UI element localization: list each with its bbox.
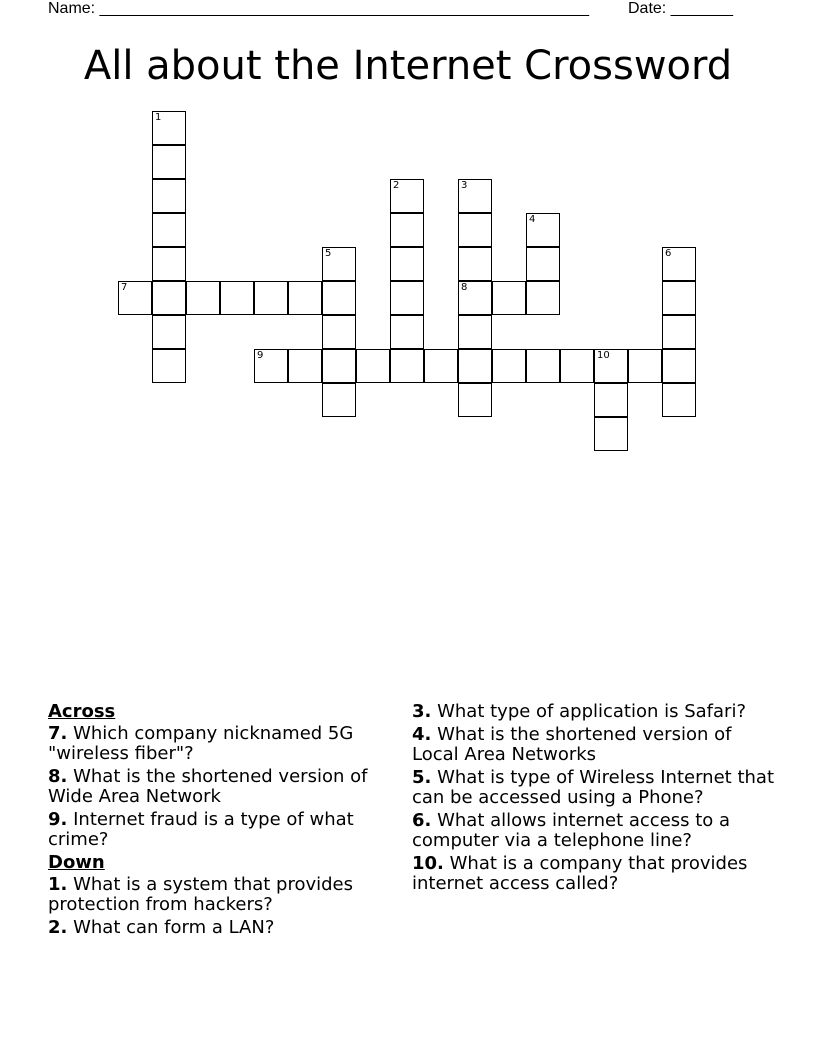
crossword-cell[interactable] [390,281,424,315]
crossword-cell[interactable] [492,349,526,383]
cell-number: 9 [257,350,264,361]
crossword-cell[interactable] [152,349,186,383]
crossword-cell[interactable] [526,349,560,383]
cell-number: 6 [665,248,672,259]
clues-right-column [412,702,782,897]
clue-text: What is the shortened version of Local Area Networks [412,724,732,765]
clue-number: 9. [48,809,68,830]
crossword-cell[interactable] [662,349,696,383]
clue-item [48,918,398,938]
clue-item [48,767,398,807]
crossword-cell[interactable] [594,349,628,383]
crossword-cell[interactable] [288,349,322,383]
crossword-cell[interactable] [662,383,696,417]
clue-text: What type of application is Safari? [431,701,747,722]
cell-number: 10 [597,350,610,361]
clue-text: What is a system that provides protection from hackers? [48,874,354,915]
clue-item [48,810,398,850]
clues-left-column [48,702,398,941]
clue-number: 4. [412,724,432,745]
crossword-cell[interactable] [322,315,356,349]
clue-text: What is a company that provides internet access called? [412,853,748,894]
crossword-cell[interactable] [254,349,288,383]
crossword-cell[interactable] [356,349,390,383]
crossword-cell[interactable] [390,179,424,213]
clue-text: Which company nicknamed 5G "wireless fiber"? [48,723,354,764]
page-title: All about the Internet Crossword [83,43,733,89]
crossword-cell[interactable] [254,281,288,315]
crossword-cell[interactable] [390,315,424,349]
crossword-cell[interactable] [152,247,186,281]
clue-item [48,724,398,764]
cell-number: 2 [393,180,400,191]
crossword-cell[interactable] [492,281,526,315]
crossword-cell[interactable] [560,349,594,383]
clue-item [412,725,782,765]
crossword-cell[interactable] [322,349,356,383]
clue-text: Internet fraud is a type of what crime? [48,809,354,850]
cell-number: 3 [461,180,468,191]
cell-number: 5 [325,248,332,259]
cell-number: 4 [529,214,536,225]
clue-item [48,875,398,915]
clue-number: 8. [48,766,68,787]
down-clue-list [48,875,398,938]
clue-item [412,768,782,808]
clue-number: 5. [412,767,432,788]
crossword-cell[interactable] [390,247,424,281]
down-heading: Down [48,852,105,873]
crossword-cell[interactable] [152,179,186,213]
crossword-cell[interactable] [526,213,560,247]
cell-number: 1 [155,112,162,123]
crossword-cell[interactable] [152,145,186,179]
clue-number: 7. [48,723,68,744]
crossword-cell[interactable] [458,349,492,383]
crossword-cell[interactable] [322,383,356,417]
crossword-cell[interactable] [424,349,458,383]
clue-number: 2. [48,917,68,938]
crossword-cell[interactable] [152,315,186,349]
cell-number: 7 [121,282,128,293]
across-clue-list [48,724,398,850]
crossword-cell[interactable] [186,281,220,315]
crossword-cell[interactable] [152,281,186,315]
crossword-cell[interactable] [288,281,322,315]
clue-item [412,854,782,894]
crossword-cell[interactable] [662,315,696,349]
down-clue-list-continued [412,702,782,894]
crossword-cell[interactable] [322,281,356,315]
crossword-cell[interactable] [220,281,254,315]
clue-text: What allows internet access to a computer via a telephone line? [412,810,731,851]
clue-text: What is type of Wireless Internet that can be accessed using a Phone? [412,767,774,808]
crossword-cell[interactable] [526,281,560,315]
crossword-cell[interactable] [458,179,492,213]
crossword-cell[interactable] [118,281,152,315]
clue-text: What is the shortened version of Wide Area Network [48,766,368,807]
cell-number: 8 [461,282,468,293]
crossword-cell[interactable] [152,111,186,145]
clue-number: 6. [412,810,432,831]
name-field[interactable]: Name: _______________________________________________________ [48,0,589,17]
across-heading: Across [48,701,116,722]
crossword-cell[interactable] [662,247,696,281]
worksheet-header [48,0,748,20]
clue-text: What can form a LAN? [67,917,275,938]
clue-number: 10. [412,853,444,874]
crossword-cell[interactable] [458,383,492,417]
crossword-cell[interactable] [390,349,424,383]
crossword-cell[interactable] [594,383,628,417]
clue-number: 3. [412,701,432,722]
clue-item [412,702,782,722]
clue-number: 1. [48,874,68,895]
clue-item [412,811,782,851]
crossword-cell[interactable] [662,281,696,315]
crossword-cell[interactable] [526,247,560,281]
crossword-cell[interactable] [458,213,492,247]
date-field[interactable]: Date: _______ [628,0,733,17]
crossword-cell[interactable] [152,213,186,247]
crossword-cell[interactable] [594,417,628,451]
crossword-cell[interactable] [458,315,492,349]
crossword-cell[interactable] [458,247,492,281]
crossword-cell[interactable] [458,281,492,315]
crossword-cell[interactable] [390,213,424,247]
crossword-cell[interactable] [628,349,662,383]
crossword-cell[interactable] [322,247,356,281]
